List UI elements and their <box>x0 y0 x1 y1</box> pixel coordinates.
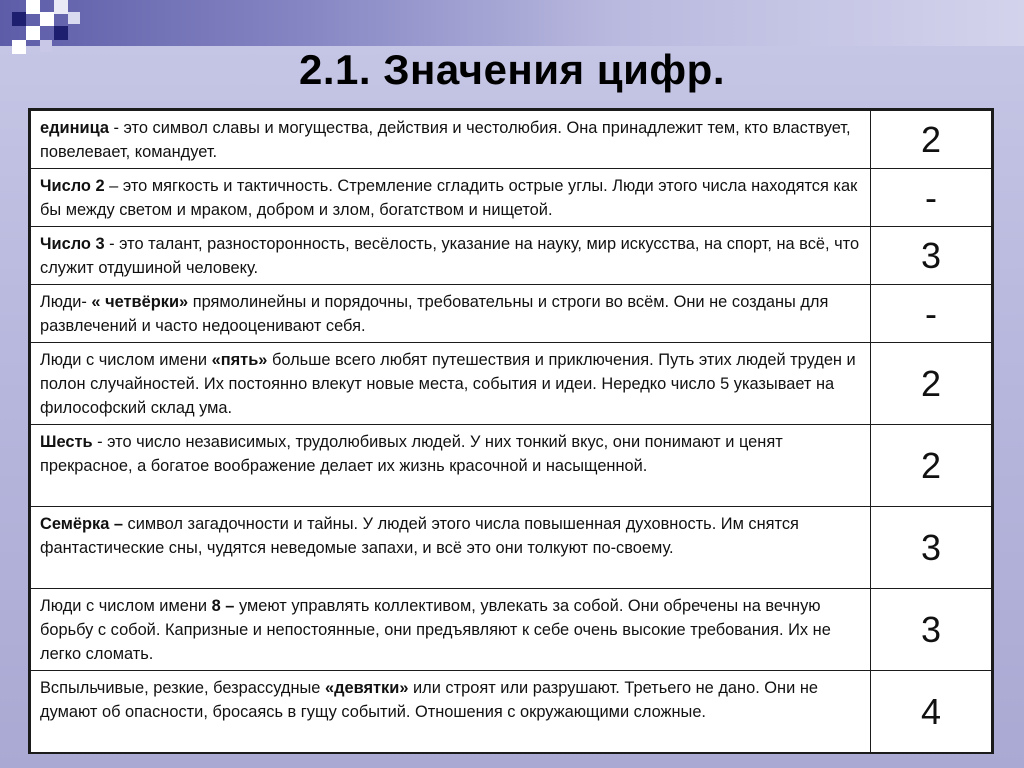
row-keyword: Число 2 <box>40 177 105 195</box>
decor-square <box>54 0 68 14</box>
row-description <box>31 507 871 589</box>
table-row <box>31 285 992 343</box>
row-description <box>31 111 871 169</box>
decor-square <box>12 12 26 26</box>
row-text: прямолинейны и порядочны, требовательны и строги во всём. Они не созданы для развлечений и часто недооценивают себя. <box>40 293 829 335</box>
row-value: - <box>871 285 992 343</box>
table-row <box>31 343 992 425</box>
decor-square <box>54 26 68 40</box>
row-description <box>31 169 871 227</box>
row-text: умеют управлять коллективом, увлекать за собой. Они обречены на вечную борьбу с собой. Капризные и непостоянные, они предъявляют к себе очень высокие требования. Их не легко сломать. <box>40 597 831 663</box>
row-text: – это мягкость и тактичность. Стремление сгладить острые углы. Люди этого числа находятся как бы между светом и мраком, добром и злом, богатством и нищетой. <box>40 177 858 219</box>
decor-square <box>68 12 80 24</box>
row-text: - это талант, разносторонность, весёлость, указание на науку, мир искусства, на спорт, на всё, что служит отдушиной человеку. <box>40 235 860 277</box>
table-row <box>31 589 992 671</box>
header-band <box>0 0 1024 46</box>
row-keyword: Число 3 <box>40 235 105 253</box>
row-prefix: Люди с числом имени <box>40 351 212 369</box>
row-text: - это число независимых, трудолюбивых людей. У них тонкий вкус, они понимают и ценят прекрасное, а богатое воображение делает их жизнь красочной и насыщенной. <box>40 433 783 475</box>
page-title: 2.1. Значения цифр. <box>298 46 726 93</box>
row-value: 2 <box>871 343 992 425</box>
row-description <box>31 425 871 507</box>
row-value: - <box>871 169 992 227</box>
decor-square <box>40 12 54 26</box>
table-row <box>31 169 992 227</box>
row-value: 3 <box>871 507 992 589</box>
decor-square <box>26 26 40 40</box>
row-description <box>31 285 871 343</box>
row-value: 3 <box>871 589 992 671</box>
row-text: или строят или разрушают. Третьего не дано. Они не думают об опасности, бросаясь в гущу событий. Отношения с окружающими сложные. <box>40 679 818 721</box>
row-description <box>31 227 871 285</box>
table-row <box>31 425 992 507</box>
row-value: 2 <box>871 425 992 507</box>
row-keyword: «пять» <box>211 351 268 369</box>
row-prefix: Люди с числом имени <box>40 597 212 615</box>
row-prefix: Вспыльчивые, резкие, безрассудные <box>40 679 325 697</box>
row-prefix: Люди- <box>40 293 92 311</box>
row-keyword: единица <box>40 119 109 137</box>
row-keyword: «девятки» <box>324 679 409 697</box>
row-keyword: 8 – <box>211 597 235 615</box>
row-text: больше всего любят путешествия и приключения. Путь этих людей труден и полон случайностей. Их постоянно влекут новые места, события и идеи. Нередко число 5 указывает на философский склад ума. <box>40 351 856 417</box>
numbers-table <box>28 108 994 754</box>
row-keyword: Шесть <box>40 433 93 451</box>
row-value: 2 <box>871 111 992 169</box>
table-row <box>31 227 992 285</box>
table-row <box>31 671 992 753</box>
decor-square <box>26 0 40 14</box>
table-row <box>31 111 992 169</box>
row-description <box>31 589 871 671</box>
row-value: 3 <box>871 227 992 285</box>
row-text: - это символ славы и могущества, действия и честолюбия. Она принадлежит тем, кто властвует, повелевает, командует. <box>40 119 851 161</box>
row-keyword: « четвёрки» <box>91 293 189 311</box>
row-keyword: Семёрка – <box>40 515 123 533</box>
row-description <box>31 671 871 753</box>
row-value: 4 <box>871 671 992 753</box>
table-row <box>31 507 992 589</box>
row-description <box>31 343 871 425</box>
row-text: символ загадочности и тайны. У людей этого числа повышенная духовность. Им снятся фантастические сны, чудятся неведомые запахи, и всё это они толкуют по-своему. <box>40 515 799 557</box>
